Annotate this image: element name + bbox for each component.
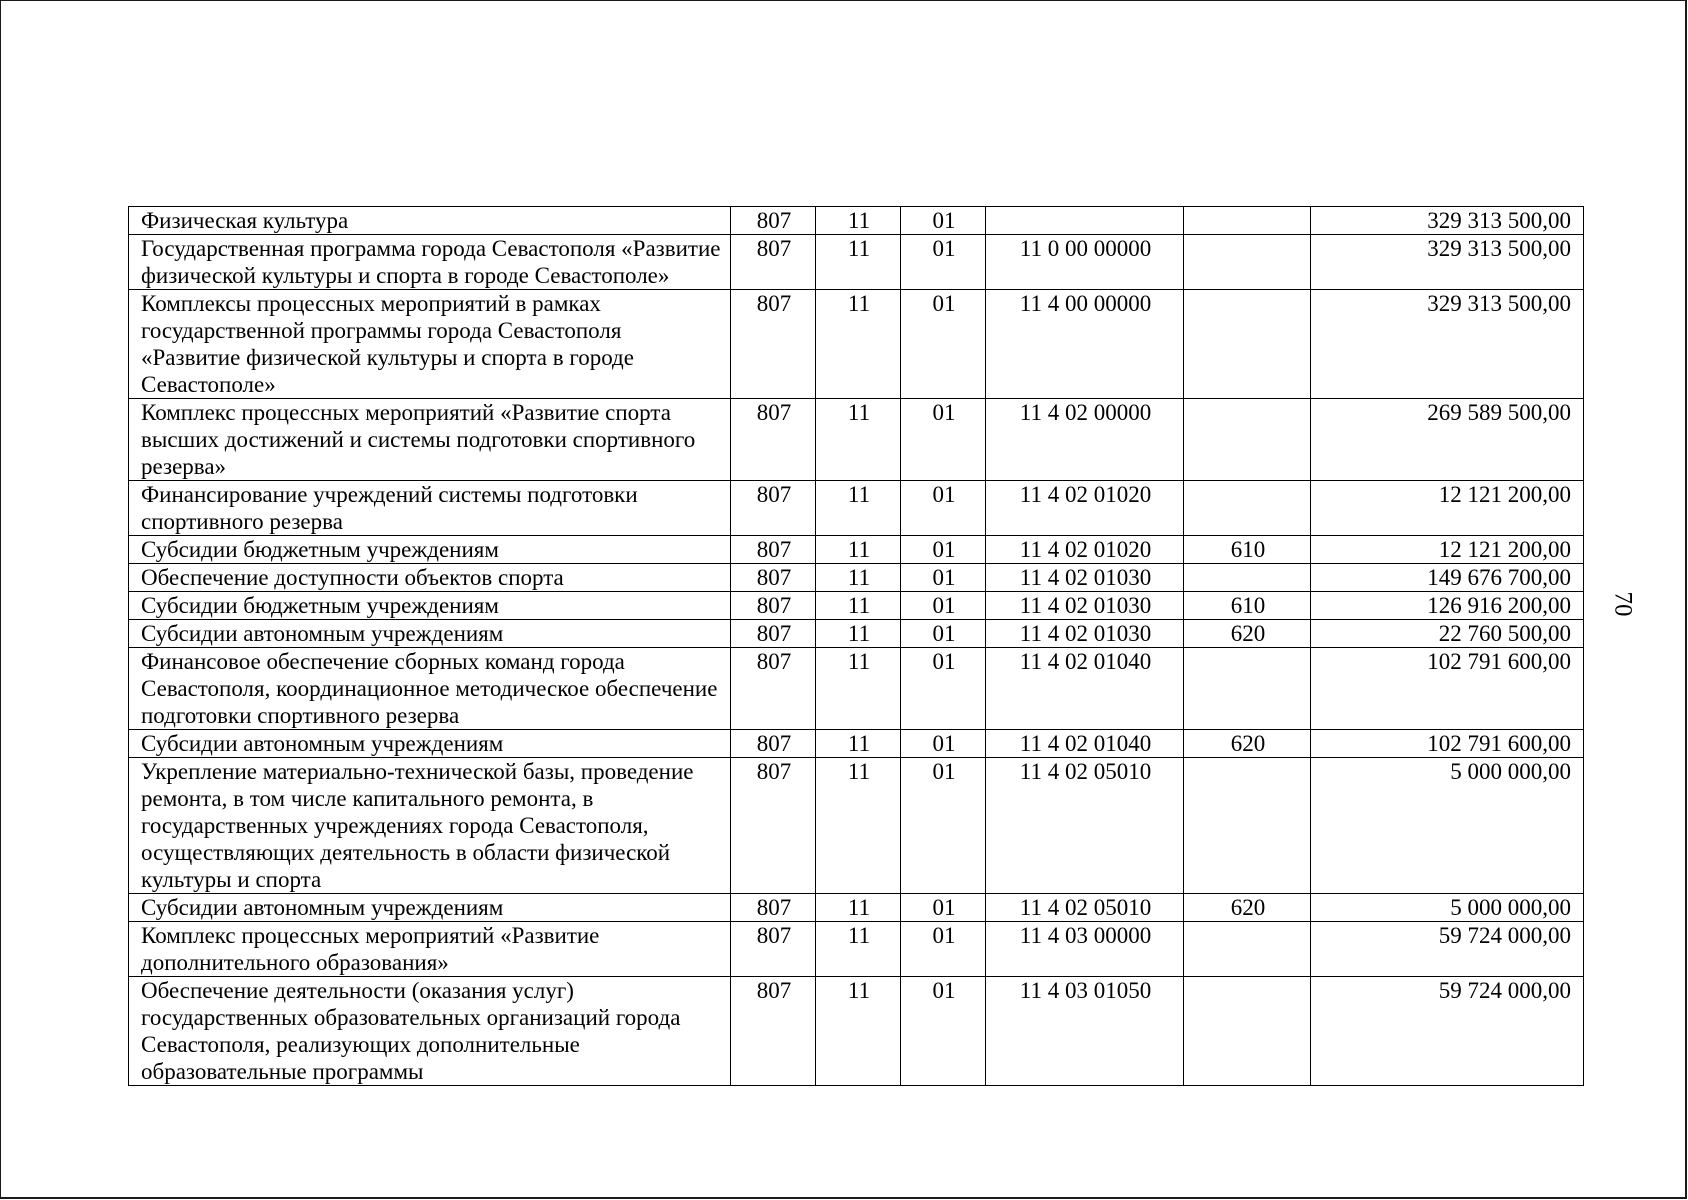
row-section-cell: 11 [816,592,901,620]
row-name-cell: Комплексы процессных мероприятий в рамках государственной программы города Севастополя «Развитие физической культуры и спорта в городе Севастополе» [129,290,731,399]
row-subsection-cell: 01 [901,290,986,399]
table-row [129,758,1584,894]
row-target-article-cell: 11 4 02 01020 [986,481,1184,536]
row-section-cell: 11 [816,290,901,399]
row-section-cell: 11 [816,481,901,536]
row-target-article-cell: 11 4 02 01040 [986,648,1184,730]
row-subsection-cell: 01 [901,207,986,235]
row-ved-code-cell: 807 [731,648,816,730]
row-amount-cell: 329 313 500,00 [1311,235,1584,290]
row-ved-code-cell: 807 [731,564,816,592]
row-target-article-cell [986,207,1184,235]
row-name-cell: Укрепление материально-технической базы, проведение ремонта, в том числе капитального ремонта, в государственных учреждениях города Севастополя, осуществляющих деятельность в области физической культуры и спорта [129,758,731,894]
row-amount-cell: 102 791 600,00 [1311,648,1584,730]
row-subsection-cell: 01 [901,922,986,977]
row-ved-code-cell: 807 [731,758,816,894]
row-name-cell: Финансовое обеспечение сборных команд города Севастополя, координационное методическое обеспечение подготовки спортивного резерва [129,648,731,730]
row-expense-type-cell: 610 [1184,536,1311,564]
row-amount-cell: 126 916 200,00 [1311,592,1584,620]
row-expense-type-cell [1184,399,1311,481]
row-expense-type-cell: 620 [1184,894,1311,922]
row-name-cell: Субсидии автономным учреждениям [129,894,731,922]
row-section-cell: 11 [816,536,901,564]
row-expense-type-cell [1184,290,1311,399]
row-ved-code-cell: 807 [731,894,816,922]
row-target-article-cell: 11 4 00 00000 [986,290,1184,399]
row-subsection-cell: 01 [901,977,986,1086]
row-amount-cell: 102 791 600,00 [1311,730,1584,758]
row-target-article-cell: 11 4 02 01030 [986,564,1184,592]
row-subsection-cell: 01 [901,648,986,730]
row-ved-code-cell: 807 [731,399,816,481]
row-ved-code-cell: 807 [731,290,816,399]
table-row [129,977,1584,1086]
row-section-cell: 11 [816,564,901,592]
table-row [129,399,1584,481]
table-row [129,922,1584,977]
row-ved-code-cell: 807 [731,235,816,290]
table-row [129,564,1584,592]
table-row [129,648,1584,730]
row-subsection-cell: 01 [901,564,986,592]
row-amount-cell: 12 121 200,00 [1311,481,1584,536]
row-target-article-cell: 11 0 00 00000 [986,235,1184,290]
row-expense-type-cell: 620 [1184,620,1311,648]
row-subsection-cell: 01 [901,536,986,564]
row-ved-code-cell: 807 [731,620,816,648]
row-section-cell: 11 [816,922,901,977]
row-expense-type-cell [1184,758,1311,894]
row-target-article-cell: 11 4 02 00000 [986,399,1184,481]
row-subsection-cell: 01 [901,235,986,290]
row-expense-type-cell [1184,481,1311,536]
row-section-cell: 11 [816,730,901,758]
table-row [129,620,1584,648]
row-amount-cell: 329 313 500,00 [1311,207,1584,235]
row-section-cell: 11 [816,620,901,648]
row-expense-type-cell: 610 [1184,592,1311,620]
row-amount-cell: 149 676 700,00 [1311,564,1584,592]
row-ved-code-cell: 807 [731,592,816,620]
row-expense-type-cell: 620 [1184,730,1311,758]
table-row [129,894,1584,922]
row-subsection-cell: 01 [901,592,986,620]
row-ved-code-cell: 807 [731,922,816,977]
table-row [129,290,1584,399]
row-target-article-cell: 11 4 02 05010 [986,894,1184,922]
row-expense-type-cell [1184,922,1311,977]
row-target-article-cell: 11 4 03 01050 [986,977,1184,1086]
row-expense-type-cell [1184,977,1311,1086]
row-ved-code-cell: 807 [731,977,816,1086]
row-section-cell: 11 [816,648,901,730]
row-name-cell: Обеспечение деятельности (оказания услуг) государственных образовательных организаций города Севастополя, реализующих дополнительные образовательные программы [129,977,731,1086]
row-expense-type-cell [1184,564,1311,592]
table-row [129,235,1584,290]
row-section-cell: 11 [816,399,901,481]
row-amount-cell: 5 000 000,00 [1311,894,1584,922]
row-amount-cell: 59 724 000,00 [1311,977,1584,1086]
row-amount-cell: 5 000 000,00 [1311,758,1584,894]
row-section-cell: 11 [816,977,901,1086]
row-section-cell: 11 [816,235,901,290]
row-name-cell: Физическая культура [129,207,731,235]
row-target-article-cell: 11 4 02 01030 [986,592,1184,620]
table-row [129,207,1584,235]
row-name-cell: Финансирование учреждений системы подготовки спортивного резерва [129,481,731,536]
table-row [129,481,1584,536]
row-subsection-cell: 01 [901,399,986,481]
row-ved-code-cell: 807 [731,730,816,758]
row-name-cell: Субсидии бюджетным учреждениям [129,592,731,620]
table-row [129,730,1584,758]
row-name-cell: Комплекс процессных мероприятий «Развитие дополнительного образования» [129,922,731,977]
row-expense-type-cell [1184,207,1311,235]
row-name-cell: Субсидии автономным учреждениям [129,730,731,758]
row-target-article-cell: 11 4 02 05010 [986,758,1184,894]
row-section-cell: 11 [816,758,901,894]
page-number: 70 [1609,591,1637,617]
row-amount-cell: 59 724 000,00 [1311,922,1584,977]
row-name-cell: Комплекс процессных мероприятий «Развитие спорта высших достижений и системы подготовки спортивного резерва» [129,399,731,481]
row-ved-code-cell: 807 [731,207,816,235]
row-target-article-cell: 11 4 03 00000 [986,922,1184,977]
row-name-cell: Субсидии автономным учреждениям [129,620,731,648]
row-section-cell: 11 [816,207,901,235]
row-subsection-cell: 01 [901,481,986,536]
row-target-article-cell: 11 4 02 01020 [986,536,1184,564]
row-expense-type-cell [1184,648,1311,730]
row-amount-cell: 269 589 500,00 [1311,399,1584,481]
table-row [129,536,1584,564]
row-section-cell: 11 [816,894,901,922]
row-target-article-cell: 11 4 02 01030 [986,620,1184,648]
row-ved-code-cell: 807 [731,481,816,536]
row-subsection-cell: 01 [901,758,986,894]
row-expense-type-cell [1184,235,1311,290]
row-name-cell: Обеспечение доступности объектов спорта [129,564,731,592]
row-name-cell: Субсидии бюджетным учреждениям [129,536,731,564]
row-name-cell: Государственная программа города Севастополя «Развитие физической культуры и спорта в городе Севастополе» [129,235,731,290]
budget-table [128,206,1584,1086]
row-amount-cell: 12 121 200,00 [1311,536,1584,564]
row-ved-code-cell: 807 [731,536,816,564]
table-body [129,207,1584,1086]
table-row [129,592,1584,620]
row-amount-cell: 22 760 500,00 [1311,620,1584,648]
row-target-article-cell: 11 4 02 01040 [986,730,1184,758]
row-amount-cell: 329 313 500,00 [1311,290,1584,399]
row-subsection-cell: 01 [901,620,986,648]
row-subsection-cell: 01 [901,730,986,758]
row-subsection-cell: 01 [901,894,986,922]
